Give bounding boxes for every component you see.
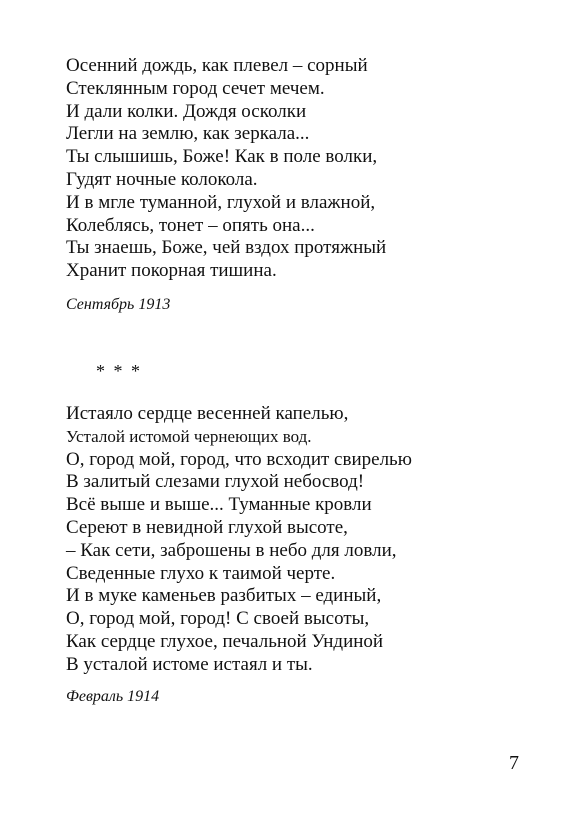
poem-line: О, город мой, город! С своей высоты, bbox=[66, 608, 370, 630]
poem-line: Ты слышишь, Боже! Как в поле волки, bbox=[66, 146, 378, 168]
poem-line: – Как сети, заброшены в небо для ловли, bbox=[66, 539, 397, 561]
poem-line: Ты знаешь, Боже, чей вздох протяжный bbox=[66, 237, 387, 259]
poem-line: Усталой истомой чернеющих вод. bbox=[66, 426, 312, 446]
poem-line: Сведенные глухо к таимой черте. bbox=[66, 562, 336, 584]
section-separator: * * * bbox=[96, 361, 142, 381]
poem-line: И в муке каменьев разбитых – единый, bbox=[66, 585, 382, 607]
poem-line: Всё выше и выше... Туманные кровли bbox=[66, 494, 372, 516]
poem-line: О, город мой, город, что всходит свирелью bbox=[66, 448, 412, 470]
poem-line: Сереют в невидной глухой высоте, bbox=[66, 516, 348, 538]
poem-line: Хранит покорная тишина. bbox=[66, 260, 277, 282]
poem-line: Осенний дождь, как плевел – сорный bbox=[66, 55, 368, 76]
poem-2 bbox=[66, 403, 412, 677]
poem-1 bbox=[66, 55, 386, 283]
poem-1-date: Сентябрь 1913 bbox=[66, 296, 171, 313]
poem-line: Стеклянным город сечет мечем. bbox=[66, 77, 325, 99]
poem-line: Колеблясь, тонет – опять она... bbox=[66, 214, 315, 236]
poem-line: Легли на землю, как зеркала... bbox=[66, 123, 310, 145]
page-number: 7 bbox=[509, 752, 519, 774]
poem-line: И в мгле туманной, глухой и влажной, bbox=[66, 191, 376, 213]
poem-line: И дали колки. Дождя осколки bbox=[66, 100, 307, 122]
poem-2-date: Февраль 1914 bbox=[66, 688, 160, 705]
poem-line: В усталой истоме истаял и ты. bbox=[66, 653, 313, 675]
poem-line: Гудят ночные колокола. bbox=[66, 168, 258, 190]
poem-line: Как сердце глухое, печальной Ундиной bbox=[66, 630, 384, 652]
poem-line: В залитый слезами глухой небосвод! bbox=[66, 471, 365, 493]
poem-line: Истаяло сердце весенней капелью, bbox=[66, 403, 349, 424]
